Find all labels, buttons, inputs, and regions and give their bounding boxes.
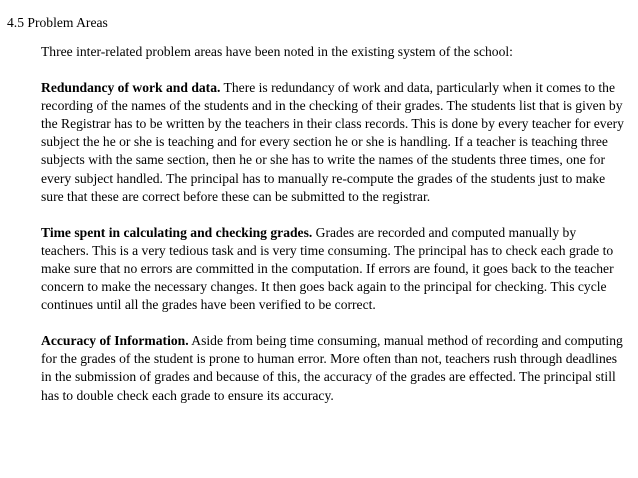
paragraph-text: Grades are recorded and computed manually by teachers. This is a very tedious task and is very time consuming. The principal has to check each grade to make sure that no errors are committed in the computation. If errors are found, it goes back to the teacher concern to make the necessary changes. It then goes back again to the principal for checking. This cycle continues until all the grades have been verified to be correct. [41, 224, 614, 313]
intro-sentence: Three inter-related problem areas have been noted in the existing system of the school: [41, 44, 513, 59]
document-body [41, 43, 626, 423]
paragraph-text: There is redundancy of work and data, particularly when it comes to the recording of the names of the students and in the checking of their grades. The students list that is given by the Registrar has to be written by the teachers in their class records. This is done by every teacher for every subject the he or she is teaching and for every section he or she is handling. If a teacher is teaching three subjects with the same section, then he or she has to write the names of the students three times, one for every subject handled. The principal has to manually re-compute the grades of the students just to make sure that these are correct before these can be submitted to the registrar. [41, 80, 624, 204]
paragraph-redundancy [41, 79, 626, 206]
paragraph-heading: Time spent in calculating and checking grades. [41, 224, 313, 240]
paragraph-heading: Accuracy of Information. [41, 333, 189, 349]
section-title: 4.5 Problem Areas [7, 15, 108, 30]
paragraph-heading: Redundancy of work and data. [41, 80, 221, 96]
paragraph-time-spent [41, 224, 626, 314]
paragraph-text: Aside from being time consuming, manual method of recording and computing for the grades of the student is prone to human error. More often than not, teachers rush through deadlines in the submission of grades and because of this, the accuracy of the grades are effected. The principal still has to double check each grade to ensure its accuracy. [41, 333, 623, 403]
paragraph-accuracy [41, 332, 626, 404]
